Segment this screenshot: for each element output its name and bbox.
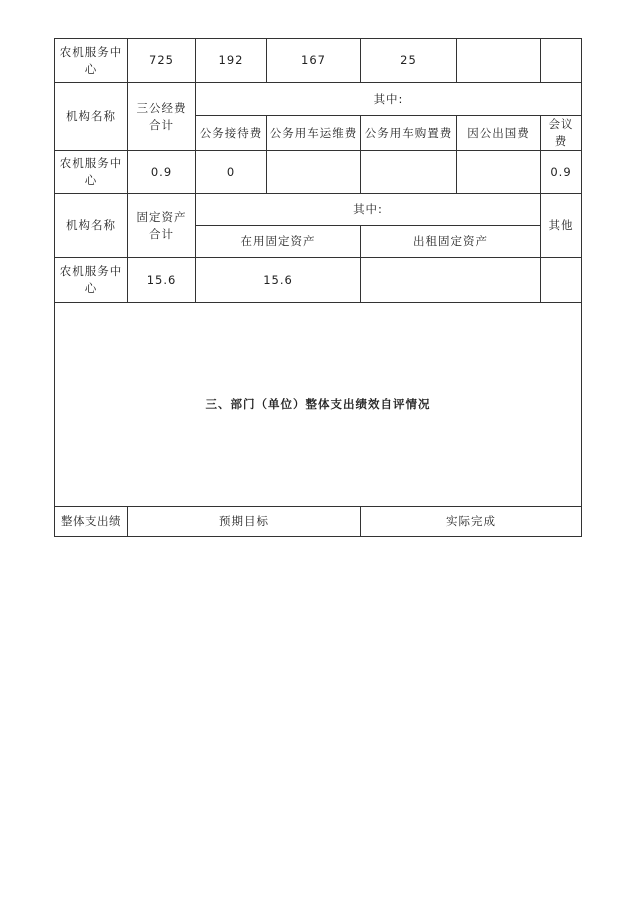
overseas-travel-fee-header: 因公出国费 bbox=[457, 116, 541, 151]
table-header-row bbox=[55, 194, 582, 226]
vehicle-purchase-fee-header: 公务用车购置费 bbox=[361, 116, 457, 151]
value-cell bbox=[361, 151, 457, 194]
table-header-row bbox=[55, 83, 582, 116]
org-name-cell: 农机服务中心 bbox=[55, 39, 128, 83]
org-label-header: 机构名称 bbox=[55, 83, 128, 151]
value-cell: 192 bbox=[196, 39, 267, 83]
value-cell: 0 bbox=[196, 151, 267, 194]
other-cell bbox=[541, 258, 582, 303]
org-label-header: 机构名称 bbox=[55, 194, 128, 258]
org-name-cell: 农机服务中心 bbox=[55, 151, 128, 194]
value-cell: 725 bbox=[128, 39, 196, 83]
table-row bbox=[55, 39, 582, 83]
section-heading: 三、部门（单位）整体支出绩效自评情况 bbox=[55, 303, 582, 507]
value-cell: 0.9 bbox=[541, 151, 582, 194]
overall-perf-header: 整体支出绩 bbox=[55, 507, 128, 537]
value-cell: 167 bbox=[267, 39, 361, 83]
in-use-asset-header: 在用固定资产 bbox=[196, 226, 361, 258]
asset-total-cell: 15.6 bbox=[128, 258, 196, 303]
org-name-cell: 农机服务中心 bbox=[55, 258, 128, 303]
qizhong-header: 其中: bbox=[196, 194, 541, 226]
value-cell bbox=[457, 151, 541, 194]
sangong-total-cell: 0.9 bbox=[128, 151, 196, 194]
table-header-row bbox=[55, 507, 582, 537]
actual-completion-header: 实际完成 bbox=[361, 507, 582, 537]
vehicle-operation-fee-header: 公务用车运维费 bbox=[267, 116, 361, 151]
table-row bbox=[55, 258, 582, 303]
budget-table bbox=[54, 38, 582, 537]
value-cell bbox=[457, 39, 541, 83]
rental-asset-cell bbox=[361, 258, 541, 303]
value-cell bbox=[267, 151, 361, 194]
qizhong-header: 其中: bbox=[196, 83, 582, 116]
asset-total-header: 固定资产合计 bbox=[128, 194, 196, 258]
value-cell: 25 bbox=[361, 39, 457, 83]
table-row bbox=[55, 151, 582, 194]
value-cell bbox=[541, 39, 582, 83]
other-header: 其他 bbox=[541, 194, 582, 258]
meeting-fee-header: 会议费 bbox=[541, 116, 582, 151]
in-use-asset-cell: 15.6 bbox=[196, 258, 361, 303]
expected-target-header: 预期目标 bbox=[128, 507, 361, 537]
reception-fee-header: 公务接待费 bbox=[196, 116, 267, 151]
sangong-total-header: 三公经费合计 bbox=[128, 83, 196, 151]
section-heading-row bbox=[55, 303, 582, 507]
rental-asset-header: 出租固定资产 bbox=[361, 226, 541, 258]
